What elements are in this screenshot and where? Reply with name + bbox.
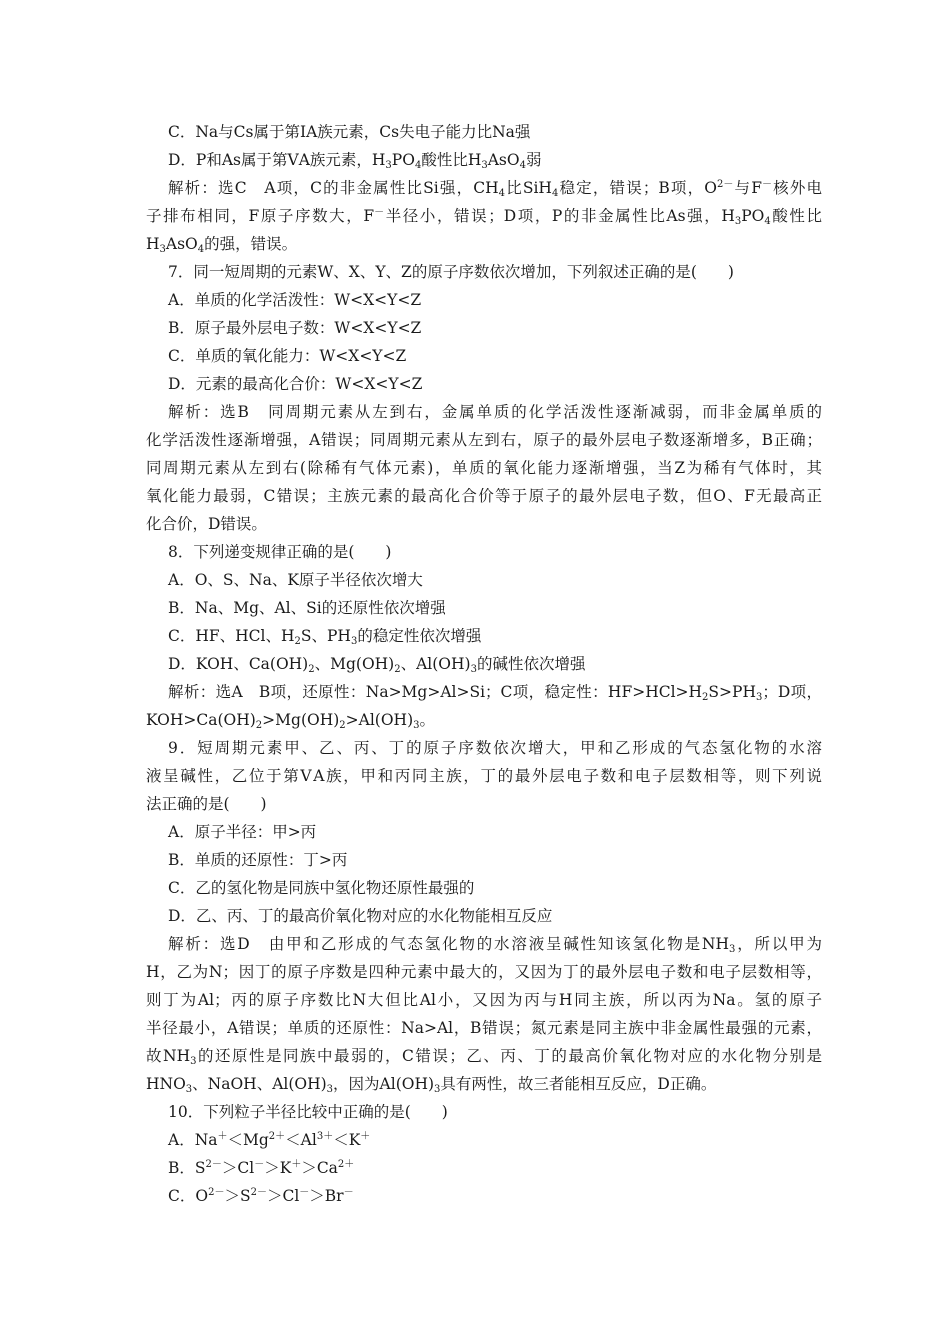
q10-option-b: B．$S^{2-}>Cl^->K^+>Ca^{2+}$ (168, 1159, 355, 1177)
question-8-stem: 8．下列递变规律正确的是( ) (168, 543, 392, 561)
q9-option-a: A．原子半径：甲>丙 (168, 823, 317, 841)
q10-option-c: C．$O^{2-}>S^{2-}>Cl^->Br^-$ (168, 1187, 354, 1205)
q7-explanation-line: 同周期元素从左到右(除稀有气体元素)，单质的氧化能力逐渐增强，当Z为稀有气体时，其 (146, 459, 822, 477)
q9-option-b: B．单质的还原性：丁>丙 (168, 851, 348, 869)
question-9-stem: 法正确的是( ) (146, 795, 267, 813)
q9-option-d: D．乙、丙、丁的最高价氧化物对应的水化物能相互反应 (168, 907, 553, 925)
q6-option-d: D．P和As属于第ⅤA族元素，$H_3PO_4$酸性比$H_3AsO_4$弱 (168, 151, 542, 171)
q7-option-b: B．原子最外层电子数：W<X<Y<Z (168, 319, 422, 337)
q6-explanation-line: $H_3AsO_4$的强，错误。 (146, 235, 298, 255)
q9-explanation-line: H，乙为N；因丁的原子序数是四种元素中最大的，又因为丁的最外层电子数和电子层数相等， (146, 963, 822, 981)
q9-option-c: C．乙的氢化物是同族中氢化物还原性最强的 (168, 879, 475, 897)
q8-option-a: A．O、S、Na、K原子半径依次增大 (168, 571, 423, 589)
q9-explanation-line: 则丁为Al；丙的原子序数比N大但比Al小，又因为丙与H同主族，所以丙为Na。氢的原子 (146, 991, 822, 1009)
q8-option-c: C．HF、HCl、$H_2S$、$PH_3$的稳定性依次增强 (168, 627, 482, 647)
q9-explanation-line: 故$NH_3$的还原性是同族中最弱的，C错误；乙、丙、丁的最高价氧化物对应的水化物分别是 (146, 1047, 822, 1067)
q8-explanation-line: 解析：选A B项，还原性：Na>Mg>Al>Si；C项，稳定性：$HF>HCl>H_2S>PH_3$；D项， (168, 683, 822, 703)
q6-explanation-line: 子排布相同，F原子序数大，F－半径小，错误；D项，P的非金属性比As强，$H_3PO_4$酸性比 (146, 207, 822, 227)
q7-explanation-line: 化学活泼性逐渐增强，A错误；同周期元素从左到右，原子的最外层电子数逐渐增多，B正确； (146, 431, 822, 449)
q7-explanation-line: 氧化能力最弱，C错误；主族元素的最高化合价等于原子的最外层电子数，但O、F无最高正 (146, 487, 822, 505)
q8-option-b: B．Na、Mg、Al、Si的还原性依次增强 (168, 599, 446, 617)
q7-explanation-line: 化合价，D错误。 (146, 515, 267, 533)
q9-explanation-line: $HNO_3$、NaOH、$Al(OH)_3$，因为$Al(OH)_3$具有两性，故三者能相互反应，D正确。 (146, 1075, 717, 1095)
q9-explanation-line: 解析：选D 由甲和乙形成的气态氢化物的水溶液呈碱性知该氢化物是$NH_3$，所以甲为 (168, 935, 822, 955)
q7-explanation-line: 解析：选B 同周期元素从左到右，金属单质的化学活泼性逐渐减弱，而非金属单质的 (168, 403, 822, 421)
q7-option-a: A．单质的化学活泼性：W<X<Y<Z (168, 291, 422, 309)
q8-explanation-line: $KOH>Ca(OH)_2>Mg(OH)_2>Al(OH)_3$。 (146, 711, 436, 731)
question-9-stem: 液呈碱性，乙位于第ⅤA族，甲和丙同主族，丁的最外层电子数和电子层数相等，则下列说 (146, 767, 822, 785)
q6-explanation-line: 解析：选C A项，C的非金属性比Si强，$CH_4$比SiH$_4$稳定，错误；B项，$O^{2-}$与F－核外电 (168, 179, 822, 199)
q7-option-c: C．单质的氧化能力：W<X<Y<Z (168, 347, 407, 365)
q10-option-a: A．$Na^+<Mg^{2+}<Al^{3+}<K^+$ (168, 1131, 371, 1149)
q9-explanation-line: 半径最小，A错误；单质的还原性：Na>Al，B错误；氮元素是同主族中非金属性最强的元素， (146, 1019, 822, 1037)
q7-option-d: D．元素的最高化合价：W<X<Y<Z (168, 375, 423, 393)
q8-option-d: D．KOH、$Ca(OH)_2$、$Mg(OH)_2$、$Al(OH)_3$的碱性依次增强 (168, 655, 586, 675)
question-7-stem: 7．同一短周期的元素W、X、Y、Z的原子序数依次增加，下列叙述正确的是( ) (168, 263, 734, 281)
q6-option-c: C．Na与Cs属于第ⅠA族元素，Cs失电子能力比Na强 (168, 123, 531, 141)
question-9-stem: 9．短周期元素甲、乙、丙、丁的原子序数依次增大，甲和乙形成的气态氢化物的水溶 (168, 739, 822, 757)
question-10-stem: 10．下列粒子半径比较中正确的是( ) (168, 1103, 448, 1121)
